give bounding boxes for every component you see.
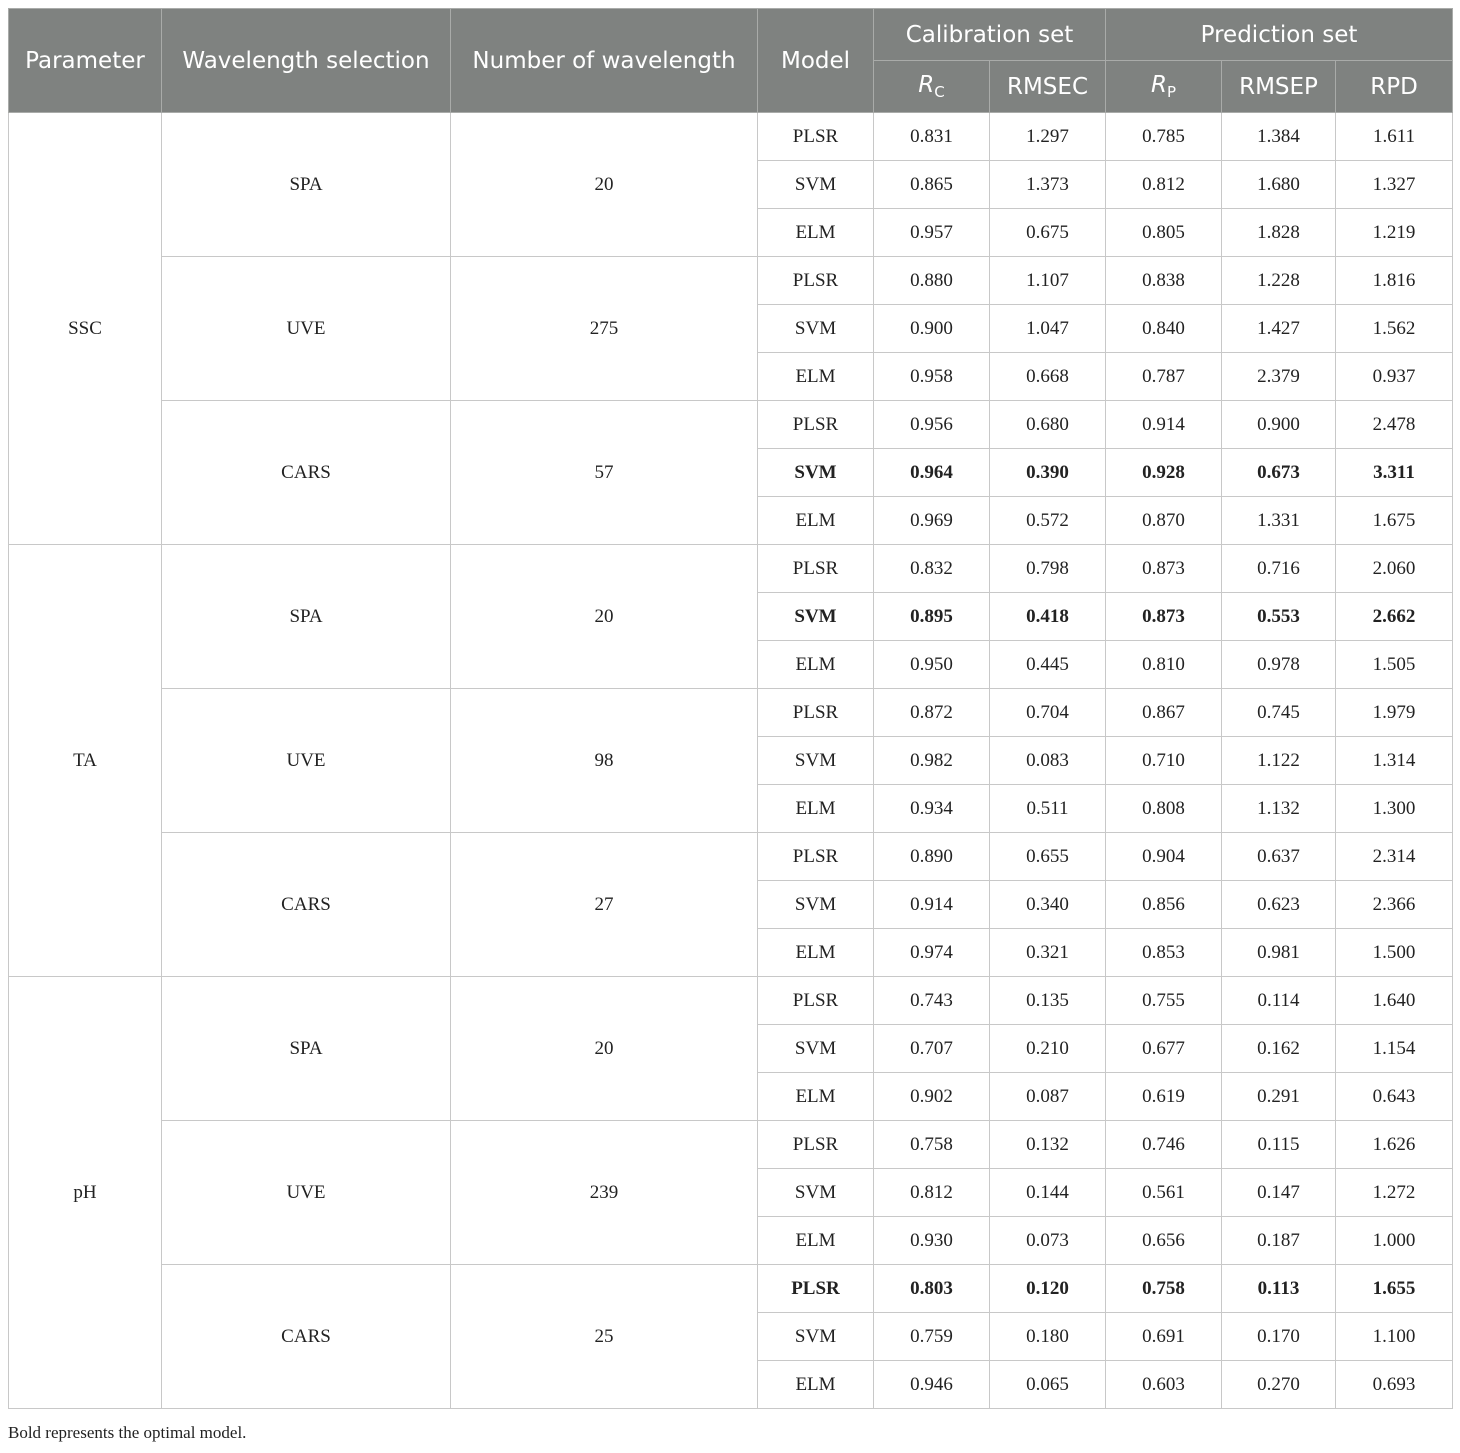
wavelength-count-cell: 20 [451,977,758,1121]
parameter-cell: SSC [9,113,162,545]
rmsec-cell: 0.180 [990,1313,1106,1361]
model-cell: SVM [758,161,874,209]
rc-cell: 0.982 [874,737,990,785]
rmsep-cell: 0.745 [1222,689,1336,737]
rc-cell: 0.958 [874,353,990,401]
rmsec-cell: 0.675 [990,209,1106,257]
table-row [9,1121,1453,1169]
rc-cell: 0.831 [874,113,990,161]
rpd-cell: 1.640 [1336,977,1453,1025]
rpd-cell: 1.675 [1336,497,1453,545]
model-cell: PLSR [758,257,874,305]
rc-cell: 0.946 [874,1361,990,1409]
header-parameter: Parameter [9,9,162,113]
rpd-cell: 1.816 [1336,257,1453,305]
rmsep-cell: 1.228 [1222,257,1336,305]
rmsec-cell: 0.073 [990,1217,1106,1265]
rp-cell: 0.856 [1106,881,1222,929]
rpd-cell: 1.626 [1336,1121,1453,1169]
rmsec-cell: 0.210 [990,1025,1106,1073]
wavelength-selection-cell: UVE [162,689,451,833]
rp-cell: 0.873 [1106,545,1222,593]
rp-cell: 0.840 [1106,305,1222,353]
rp-cell: 0.710 [1106,737,1222,785]
rc-cell: 0.957 [874,209,990,257]
model-cell: PLSR [758,401,874,449]
rc-cell: 0.758 [874,1121,990,1169]
rp-cell: 0.928 [1106,449,1222,497]
header-rmsep: RMSEP [1222,61,1336,113]
rpd-cell: 1.219 [1336,209,1453,257]
rc-cell: 0.890 [874,833,990,881]
rpd-cell: 1.000 [1336,1217,1453,1265]
rmsep-cell: 1.384 [1222,113,1336,161]
rc-cell: 0.969 [874,497,990,545]
table-row [9,401,1453,449]
rp-cell: 0.755 [1106,977,1222,1025]
rp-cell: 0.561 [1106,1169,1222,1217]
rmsep-cell: 0.113 [1222,1265,1336,1313]
header-wavelength-selection: Wavelength selection [162,9,451,113]
rpd-cell: 1.300 [1336,785,1453,833]
model-cell: SVM [758,593,874,641]
rp-cell: 0.746 [1106,1121,1222,1169]
wavelength-count-cell: 27 [451,833,758,977]
rc-cell: 0.930 [874,1217,990,1265]
header-calibration-set: Calibration set [874,9,1106,61]
rp-cell: 0.853 [1106,929,1222,977]
rpd-cell: 1.154 [1336,1025,1453,1073]
header-rp [1106,61,1222,113]
rmsec-cell: 0.065 [990,1361,1106,1409]
rmsep-cell: 1.331 [1222,497,1336,545]
rp-cell: 0.873 [1106,593,1222,641]
rp-cell: 0.603 [1106,1361,1222,1409]
rmsep-cell: 0.147 [1222,1169,1336,1217]
rpd-cell: 0.693 [1336,1361,1453,1409]
rpd-cell: 2.314 [1336,833,1453,881]
model-cell: ELM [758,209,874,257]
model-cell: PLSR [758,1265,874,1313]
rpd-cell: 0.643 [1336,1073,1453,1121]
wavelength-selection-cell: SPA [162,977,451,1121]
rmsep-cell: 2.379 [1222,353,1336,401]
wavelength-count-cell: 275 [451,257,758,401]
model-cell: ELM [758,641,874,689]
rmsec-cell: 0.445 [990,641,1106,689]
wavelength-selection-cell: UVE [162,257,451,401]
rc-cell: 0.707 [874,1025,990,1073]
header-rp-main: R [1151,72,1167,98]
rmsec-cell: 0.668 [990,353,1106,401]
rmsep-cell: 0.170 [1222,1313,1336,1361]
rp-cell: 0.810 [1106,641,1222,689]
model-cell: PLSR [758,977,874,1025]
wavelength-count-cell: 98 [451,689,758,833]
parameter-cell: TA [9,545,162,977]
header-rc [874,61,990,113]
rpd-cell: 1.505 [1336,641,1453,689]
rmsep-cell: 1.132 [1222,785,1336,833]
rpd-cell: 2.478 [1336,401,1453,449]
rc-cell: 0.934 [874,785,990,833]
parameter-cell: pH [9,977,162,1409]
rpd-cell: 1.655 [1336,1265,1453,1313]
rmsep-cell: 0.553 [1222,593,1336,641]
model-cell: ELM [758,353,874,401]
rp-cell: 0.758 [1106,1265,1222,1313]
model-cell: ELM [758,1361,874,1409]
results-table-container [8,8,1452,1409]
rc-cell: 0.895 [874,593,990,641]
model-cell: PLSR [758,833,874,881]
rmsep-cell: 0.981 [1222,929,1336,977]
rp-cell: 0.838 [1106,257,1222,305]
rpd-cell: 1.314 [1336,737,1453,785]
rmsep-cell: 0.291 [1222,1073,1336,1121]
rp-cell: 0.808 [1106,785,1222,833]
header-prediction-set: Prediction set [1106,9,1453,61]
rmsec-cell: 0.680 [990,401,1106,449]
rmsec-cell: 1.297 [990,113,1106,161]
table-footnote: Bold represents the optimal model. [8,1423,247,1442]
rc-cell: 0.832 [874,545,990,593]
rmsep-cell: 1.122 [1222,737,1336,785]
rmsec-cell: 1.107 [990,257,1106,305]
wavelength-selection-cell: CARS [162,1265,451,1409]
model-cell: SVM [758,881,874,929]
rmsec-cell: 0.135 [990,977,1106,1025]
table-row [9,833,1453,881]
rpd-cell: 1.611 [1336,113,1453,161]
rmsec-cell: 0.083 [990,737,1106,785]
rc-cell: 0.872 [874,689,990,737]
rmsec-cell: 0.120 [990,1265,1106,1313]
table-row [9,977,1453,1025]
wavelength-count-cell: 20 [451,545,758,689]
wavelength-count-cell: 25 [451,1265,758,1409]
header-rmsec: RMSEC [990,61,1106,113]
header-model: Model [758,9,874,113]
rmsec-cell: 0.704 [990,689,1106,737]
table-row [9,1265,1453,1313]
rp-cell: 0.904 [1106,833,1222,881]
rmsec-cell: 1.047 [990,305,1106,353]
rp-cell: 0.677 [1106,1025,1222,1073]
rp-cell: 0.619 [1106,1073,1222,1121]
table-header [9,9,1453,113]
rpd-cell: 2.060 [1336,545,1453,593]
rpd-cell: 2.662 [1336,593,1453,641]
rc-cell: 0.812 [874,1169,990,1217]
table-body [9,113,1453,1409]
model-cell: PLSR [758,689,874,737]
header-rpd: RPD [1336,61,1453,113]
rpd-cell: 1.500 [1336,929,1453,977]
rc-cell: 0.880 [874,257,990,305]
rpd-cell: 1.327 [1336,161,1453,209]
rp-cell: 0.805 [1106,209,1222,257]
rmsec-cell: 0.144 [990,1169,1106,1217]
results-table [8,8,1453,1409]
model-cell: SVM [758,1025,874,1073]
model-cell: ELM [758,497,874,545]
rmsep-cell: 0.673 [1222,449,1336,497]
wavelength-selection-cell: SPA [162,113,451,257]
rmsec-cell: 1.373 [990,161,1106,209]
rp-cell: 0.812 [1106,161,1222,209]
rp-cell: 0.914 [1106,401,1222,449]
rmsep-cell: 0.162 [1222,1025,1336,1073]
model-cell: SVM [758,449,874,497]
rmsep-cell: 0.187 [1222,1217,1336,1265]
rmsep-cell: 0.623 [1222,881,1336,929]
model-cell: ELM [758,929,874,977]
rpd-cell: 3.311 [1336,449,1453,497]
wavelength-count-cell: 239 [451,1121,758,1265]
rp-cell: 0.656 [1106,1217,1222,1265]
rp-cell: 0.867 [1106,689,1222,737]
rc-cell: 0.743 [874,977,990,1025]
rmsep-cell: 0.716 [1222,545,1336,593]
rmsep-cell: 0.978 [1222,641,1336,689]
wavelength-selection-cell: SPA [162,545,451,689]
rmsec-cell: 0.340 [990,881,1106,929]
rmsec-cell: 0.321 [990,929,1106,977]
rmsec-cell: 0.390 [990,449,1106,497]
model-cell: SVM [758,1169,874,1217]
rc-cell: 0.900 [874,305,990,353]
header-rp-sub: P [1166,83,1177,101]
rmsep-cell: 0.270 [1222,1361,1336,1409]
rpd-cell: 1.979 [1336,689,1453,737]
model-cell: ELM [758,785,874,833]
model-cell: SVM [758,305,874,353]
model-cell: PLSR [758,113,874,161]
rmsec-cell: 0.087 [990,1073,1106,1121]
model-cell: PLSR [758,1121,874,1169]
header-rc-sub: C [934,83,945,101]
wavelength-selection-cell: CARS [162,401,451,545]
rmsep-cell: 1.828 [1222,209,1336,257]
rc-cell: 0.964 [874,449,990,497]
rc-cell: 0.974 [874,929,990,977]
rc-cell: 0.902 [874,1073,990,1121]
table-row [9,113,1453,161]
rmsec-cell: 0.418 [990,593,1106,641]
rmsep-cell: 0.637 [1222,833,1336,881]
rp-cell: 0.787 [1106,353,1222,401]
rc-cell: 0.803 [874,1265,990,1313]
rc-cell: 0.759 [874,1313,990,1361]
wavelength-selection-cell: CARS [162,833,451,977]
rmsec-cell: 0.798 [990,545,1106,593]
table-row [9,689,1453,737]
rp-cell: 0.870 [1106,497,1222,545]
rp-cell: 0.785 [1106,113,1222,161]
rpd-cell: 1.272 [1336,1169,1453,1217]
rmsep-cell: 0.114 [1222,977,1336,1025]
header-number-of-wavelength: Number of wavelength [451,9,758,113]
wavelength-count-cell: 20 [451,113,758,257]
table-row [9,257,1453,305]
header-rc-main: R [918,72,935,98]
rmsec-cell: 0.655 [990,833,1106,881]
model-cell: ELM [758,1217,874,1265]
rp-cell: 0.691 [1106,1313,1222,1361]
rmsec-cell: 0.511 [990,785,1106,833]
wavelength-selection-cell: UVE [162,1121,451,1265]
rmsep-cell: 0.115 [1222,1121,1336,1169]
rmsec-cell: 0.572 [990,497,1106,545]
rpd-cell: 0.937 [1336,353,1453,401]
rpd-cell: 2.366 [1336,881,1453,929]
rmsep-cell: 1.427 [1222,305,1336,353]
table-row [9,545,1453,593]
rmsep-cell: 1.680 [1222,161,1336,209]
rc-cell: 0.950 [874,641,990,689]
rc-cell: 0.956 [874,401,990,449]
rc-cell: 0.914 [874,881,990,929]
model-cell: ELM [758,1073,874,1121]
rc-cell: 0.865 [874,161,990,209]
model-cell: SVM [758,737,874,785]
rpd-cell: 1.100 [1336,1313,1453,1361]
wavelength-count-cell: 57 [451,401,758,545]
model-cell: SVM [758,1313,874,1361]
model-cell: PLSR [758,545,874,593]
rmsep-cell: 0.900 [1222,401,1336,449]
rpd-cell: 1.562 [1336,305,1453,353]
rmsec-cell: 0.132 [990,1121,1106,1169]
